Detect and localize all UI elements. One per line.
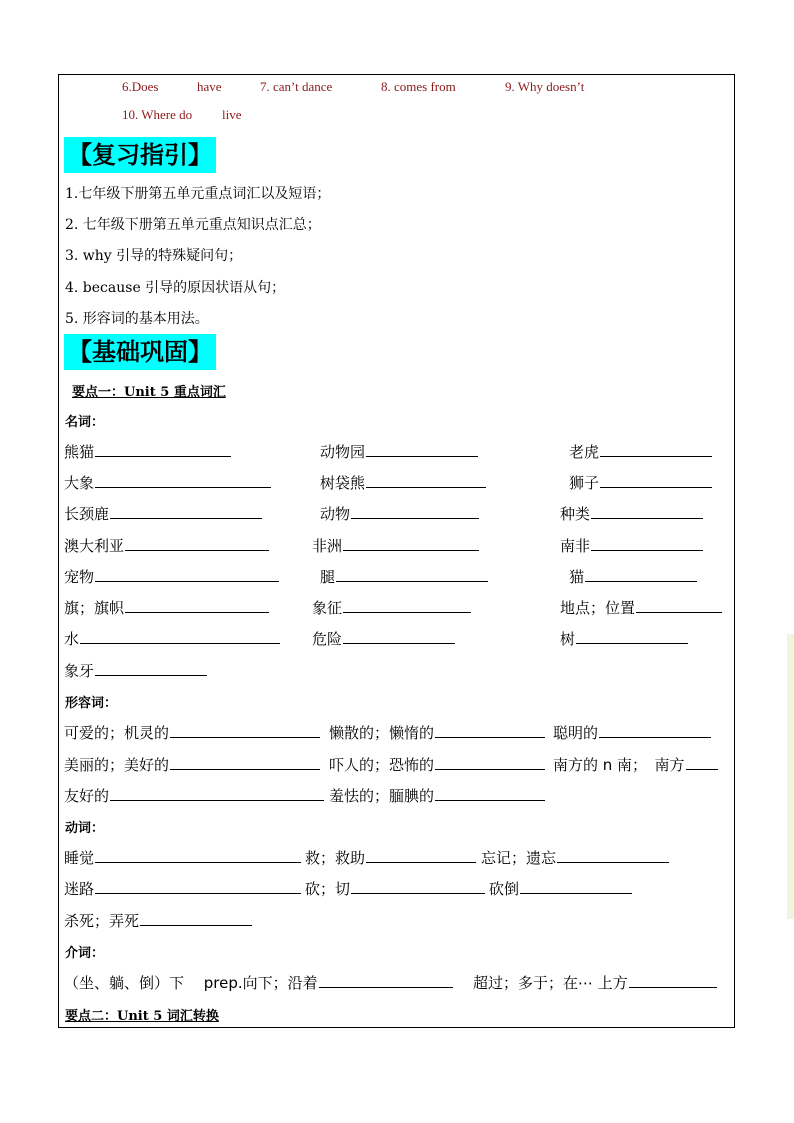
answer-blank[interactable] [319,973,453,988]
noun-word: 猫 [569,568,585,586]
adjective-word: 美丽的；美好的 [64,756,170,774]
answer-blank[interactable] [600,442,712,457]
answer-blank[interactable] [343,598,471,613]
answer-8: 8. comes from [381,79,456,94]
answer-blank[interactable] [366,848,476,863]
noun-word: 腿 [320,568,336,586]
point-two-heading: 要点二：Unit 5 词汇转换 [65,1009,219,1024]
answer-blank[interactable] [170,755,320,770]
answer-blank[interactable] [366,473,486,488]
answer-blank[interactable] [686,755,718,770]
answer-blank[interactable] [636,598,722,613]
verb-word: 忘记；遗忘 [481,849,557,867]
answer-blank[interactable] [591,504,703,519]
verb-word: 救；救助 [305,849,366,867]
answer-blank[interactable] [599,723,711,738]
review-item: 5. 形容词的基本用法。 [65,311,209,327]
adjective-word: 友好的 [64,787,110,805]
answer-blank[interactable] [366,442,478,457]
answer-blank[interactable] [557,848,669,863]
noun-word: 地点；位置 [560,599,636,617]
answer-blank[interactable] [585,567,697,582]
noun-word: 非洲 [312,537,343,555]
answer-blank[interactable] [600,473,712,488]
answer-10: 10. Where do [122,107,193,122]
verb-word: 睡觉 [64,849,95,867]
verb-word: 杀死；弄死 [64,912,140,930]
verb-word: 砍倒 [489,880,520,898]
adjective-word: 聪明的 [553,724,599,742]
noun-word: 树 [560,630,576,648]
verb-word: 迷路 [64,880,95,898]
noun-word: 老虎 [569,443,600,461]
answer-blank[interactable] [110,504,262,519]
answer-6-verb: have [197,79,222,94]
review-item: 3. why 引导的特殊疑问句； [65,248,243,264]
noun-word: 澳大利亚 [64,537,125,555]
answer-blank[interactable] [520,879,632,894]
noun-word: 南非 [560,537,591,555]
answer-blank[interactable] [343,629,455,644]
point-one-heading: 要点一：Unit 5 重点词汇 [72,385,226,400]
noun-word: 种类 [560,505,591,523]
answer-blank[interactable] [95,879,301,894]
nouns-label: 名词： [65,415,105,430]
answer-blank[interactable] [336,567,488,582]
answer-blank[interactable] [95,442,231,457]
answer-6: 6.Does [122,79,159,94]
review-guide-title: 【复习指引】 [64,137,216,173]
review-item: 1.七年级下册第五单元重点词汇以及短语； [65,186,331,202]
answer-blank[interactable] [80,629,280,644]
review-item: 2. 七年级下册第五单元重点知识点汇总； [65,217,321,233]
basics-title: 【基础巩固】 [64,334,216,370]
noun-word: 树袋熊 [320,474,366,492]
noun-word: 大象 [64,474,95,492]
preposition-word: 超过；多于；在⋯ 上方 [473,974,628,992]
noun-word: 动物园 [320,443,366,461]
verbs-label: 动词： [65,821,105,836]
answer-9: 9. Why doesn’t [505,79,585,94]
answer-7: 7. can’t dance [260,79,333,94]
preposition-word: （坐、躺、倒）下 prep.向下；沿着 [64,974,318,992]
answer-blank[interactable] [351,879,485,894]
answer-blank[interactable] [95,473,271,488]
answer-blank[interactable] [140,911,252,926]
verb-word: 砍；切 [305,880,351,898]
answer-blank[interactable] [170,723,320,738]
noun-word: 危险 [312,630,343,648]
answer-blank[interactable] [110,786,324,801]
noun-word: 狮子 [569,474,600,492]
adjective-word: 羞怯的；腼腆的 [329,787,435,805]
answer-blank[interactable] [125,598,269,613]
noun-word: 象征 [312,599,343,617]
adjective-word: 可爱的；机灵的 [64,724,170,742]
answer-blank[interactable] [591,536,703,551]
answer-blank[interactable] [576,629,688,644]
answer-blank[interactable] [351,504,479,519]
adjective-word: 吓人的；恐怖的 [329,756,435,774]
prepositions-label: 介词： [65,946,105,961]
answer-blank[interactable] [95,848,301,863]
answer-blank[interactable] [435,786,545,801]
noun-word: 宠物 [64,568,95,586]
adjective-word: 南方的 n 南； 南方 [553,756,685,774]
answer-blank[interactable] [95,567,279,582]
answer-blank[interactable] [125,536,269,551]
noun-word: 长颈鹿 [64,505,110,523]
answer-blank[interactable] [435,755,545,770]
answer-blank[interactable] [629,973,717,988]
answer-blank[interactable] [95,661,207,676]
review-item: 4. because 引导的原因状语从句； [65,280,286,296]
noun-word: 象牙 [64,662,95,680]
adjective-word: 懒散的；懒惰的 [329,724,435,742]
noun-word: 动物 [320,505,351,523]
noun-word: 旗；旗帜 [64,599,125,617]
side-strip [787,634,794,919]
adjectives-label: 形容词： [65,696,118,711]
noun-word: 水 [64,630,80,648]
answer-blank[interactable] [435,723,545,738]
noun-word: 熊猫 [64,443,95,461]
answer-10-verb: live [222,107,242,122]
answer-blank[interactable] [343,536,479,551]
